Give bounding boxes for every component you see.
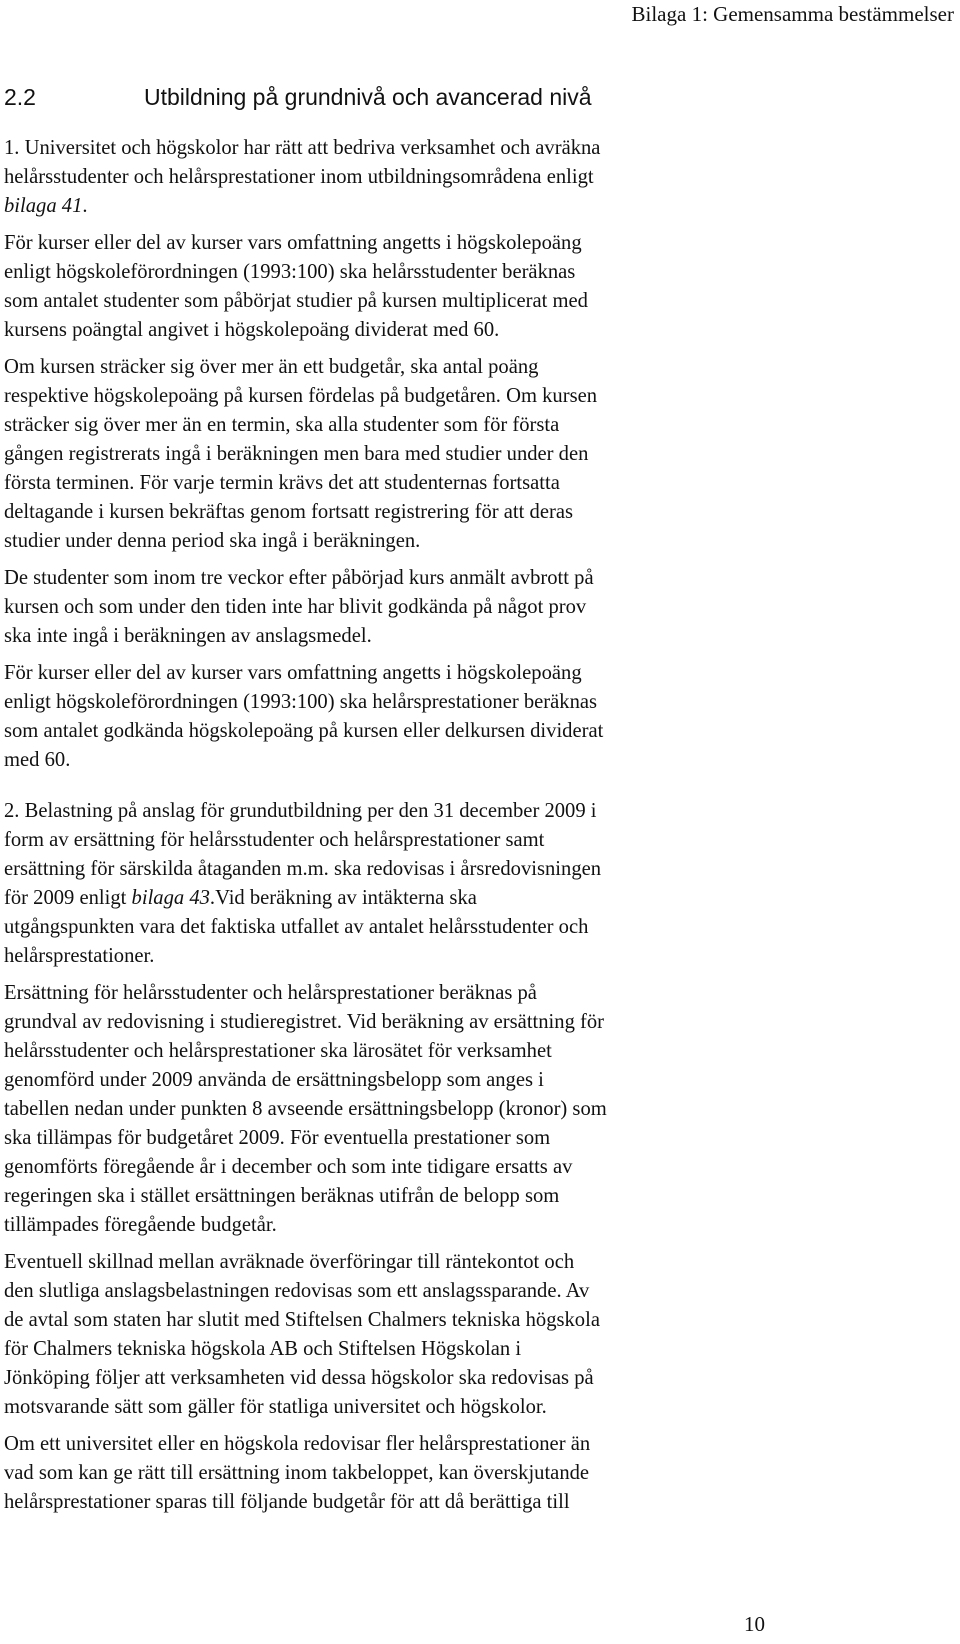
text-line (4, 884, 956, 913)
text-line: enligt högskoleförordningen (1993:100) ska helårsstudenter beräknas (4, 261, 576, 283)
text-line (4, 192, 956, 221)
text-line: ersättning för särskilda åtaganden m.m. ska redovisas i årsredovisningen (4, 858, 602, 880)
paragraph-5 (4, 659, 956, 775)
text-line: För kurser eller del av kurser vars omfattning angetts i högskolepoäng (4, 232, 582, 254)
text-line: helårsstudenter och helårsprestationer inom utbildningsområdena enligt (4, 166, 594, 188)
paragraph-6 (4, 797, 956, 971)
text-line: respektive högskolepoäng på kursen fördelas på budgetåren. Om kursen (4, 385, 598, 407)
paragraph-3 (4, 353, 956, 556)
text-line: för Chalmers tekniska högskola AB och Stiftelsen Högskolan i (4, 1338, 522, 1360)
paragraph-4 (4, 564, 956, 651)
text-line: de avtal som staten har slutit med Stiftelsen Chalmers tekniska högskola (4, 1309, 600, 1331)
paragraph-8 (4, 1248, 956, 1422)
text-line: 1. Universitet och högskolor har rätt att bedriva verksamhet och avräkna (4, 137, 601, 159)
text-line: 2. Belastning på anslag för grundutbildning per den 31 december 2009 i (4, 800, 597, 822)
appendix-reference: bilaga 43 (131, 887, 210, 909)
text-line: sträcker sig över mer än en termin, ska alla studenter som för första (4, 414, 560, 436)
appendix-reference: bilaga 41 (4, 195, 83, 217)
section-number: 2.2 (4, 84, 36, 110)
text-line: Ersättning för helårsstudenter och helårsprestationer beräknas på (4, 982, 537, 1004)
text-line: deltagande i kursen bekräftas genom fortsatt registrering för att deras (4, 501, 573, 523)
text-line: regeringen ska i stället ersättningen beräknas utifrån de belopp som (4, 1185, 560, 1207)
text-line: kursen och som under den tiden inte har blivit godkända på något prov (4, 596, 587, 618)
text-line: gången registrerats ingå i beräkningen men bara med studier under den (4, 443, 589, 465)
paragraph-7 (4, 979, 956, 1240)
text-line: med 60. (4, 749, 71, 771)
text-line: utgångspunkten vara det faktiska utfallet av antalet helårsstudenter och (4, 916, 589, 938)
text-line: De studenter som inom tre veckor efter påbörjad kurs anmält avbrott på (4, 567, 594, 589)
section-title: Utbildning på grundnivå och avancerad nivå (144, 84, 592, 110)
text-line: helårsprestationer. (4, 945, 155, 967)
text-fragment: .Vid beräkning av intäkterna ska (209, 887, 477, 909)
text-line: som antalet godkända högskolepoäng på kursen eller delkursen dividerat (4, 720, 604, 742)
text-line: som antalet studenter som påbörjat studier på kursen multiplicerat med (4, 290, 588, 312)
text-line: Eventuell skillnad mellan avräknade överföringar till räntekontot och (4, 1251, 575, 1273)
page-number: 10 (744, 1612, 765, 1636)
text-line: studier under denna period ska ingå i beräkningen. (4, 530, 421, 552)
text-line: motsvarande sätt som gäller för statliga universitet och högskolor. (4, 1396, 547, 1418)
text-line: första terminen. För varje termin krävs det att studenternas fortsatta (4, 472, 560, 494)
text-line: helårsprestationer sparas till följande budgetår för att då berättiga till (4, 1491, 570, 1513)
text-line: vad som kan ge rätt till ersättning inom takbeloppet, kan överskjutande (4, 1462, 590, 1484)
text-line: helårsstudenter och helårsprestationer ska lärosätet för verksamhet (4, 1040, 552, 1062)
text-line: genomförd under 2009 använda de ersättningsbelopp som anges i (4, 1069, 544, 1091)
text-line: enligt högskoleförordningen (1993:100) ska helårsprestationer beräknas (4, 691, 598, 713)
text-line: Om kursen sträcker sig över mer än ett budgetår, ska antal poäng (4, 356, 539, 378)
section-heading (4, 84, 592, 111)
text-line: tillämpades föregående budgetår. (4, 1214, 277, 1236)
body-text (4, 134, 956, 1517)
text-line: grundval av redovisning i studieregistret. Vid beräkning av ersättning för (4, 1011, 605, 1033)
text-line: Om ett universitet eller en högskola redovisar fler helårsprestationer än (4, 1433, 591, 1455)
running-header: Bilaga 1: Gemensamma bestämmelser (631, 2, 954, 26)
text-line: ska inte ingå i beräkningen av anslagsmedel. (4, 625, 372, 647)
text-line: tabellen nedan under punkten 8 avseende ersättningsbelopp (kronor) som (4, 1098, 607, 1120)
text-line: form av ersättning för helårsstudenter och helårsprestationer samt (4, 829, 545, 851)
text-line: För kurser eller del av kurser vars omfattning angetts i högskolepoäng (4, 662, 582, 684)
paragraph-1 (4, 134, 956, 221)
text-line: Jönköping följer att verksamheten vid dessa högskolor ska redovisas på (4, 1367, 594, 1389)
text-line: kursens poängtal angivet i högskolepoäng dividerat med 60. (4, 319, 500, 341)
text-fragment: för 2009 enligt (4, 887, 132, 909)
text-fragment: . (82, 195, 88, 217)
text-line: ska tillämpas för budgetåret 2009. För eventuella prestationer som (4, 1127, 551, 1149)
text-line: den slutliga anslagsbelastningen redovisas som ett anslagssparande. Av (4, 1280, 590, 1302)
paragraph-2 (4, 229, 956, 345)
text-line: genomförts föregående år i december och som inte tidigare ersatts av (4, 1156, 573, 1178)
paragraph-9 (4, 1430, 956, 1517)
